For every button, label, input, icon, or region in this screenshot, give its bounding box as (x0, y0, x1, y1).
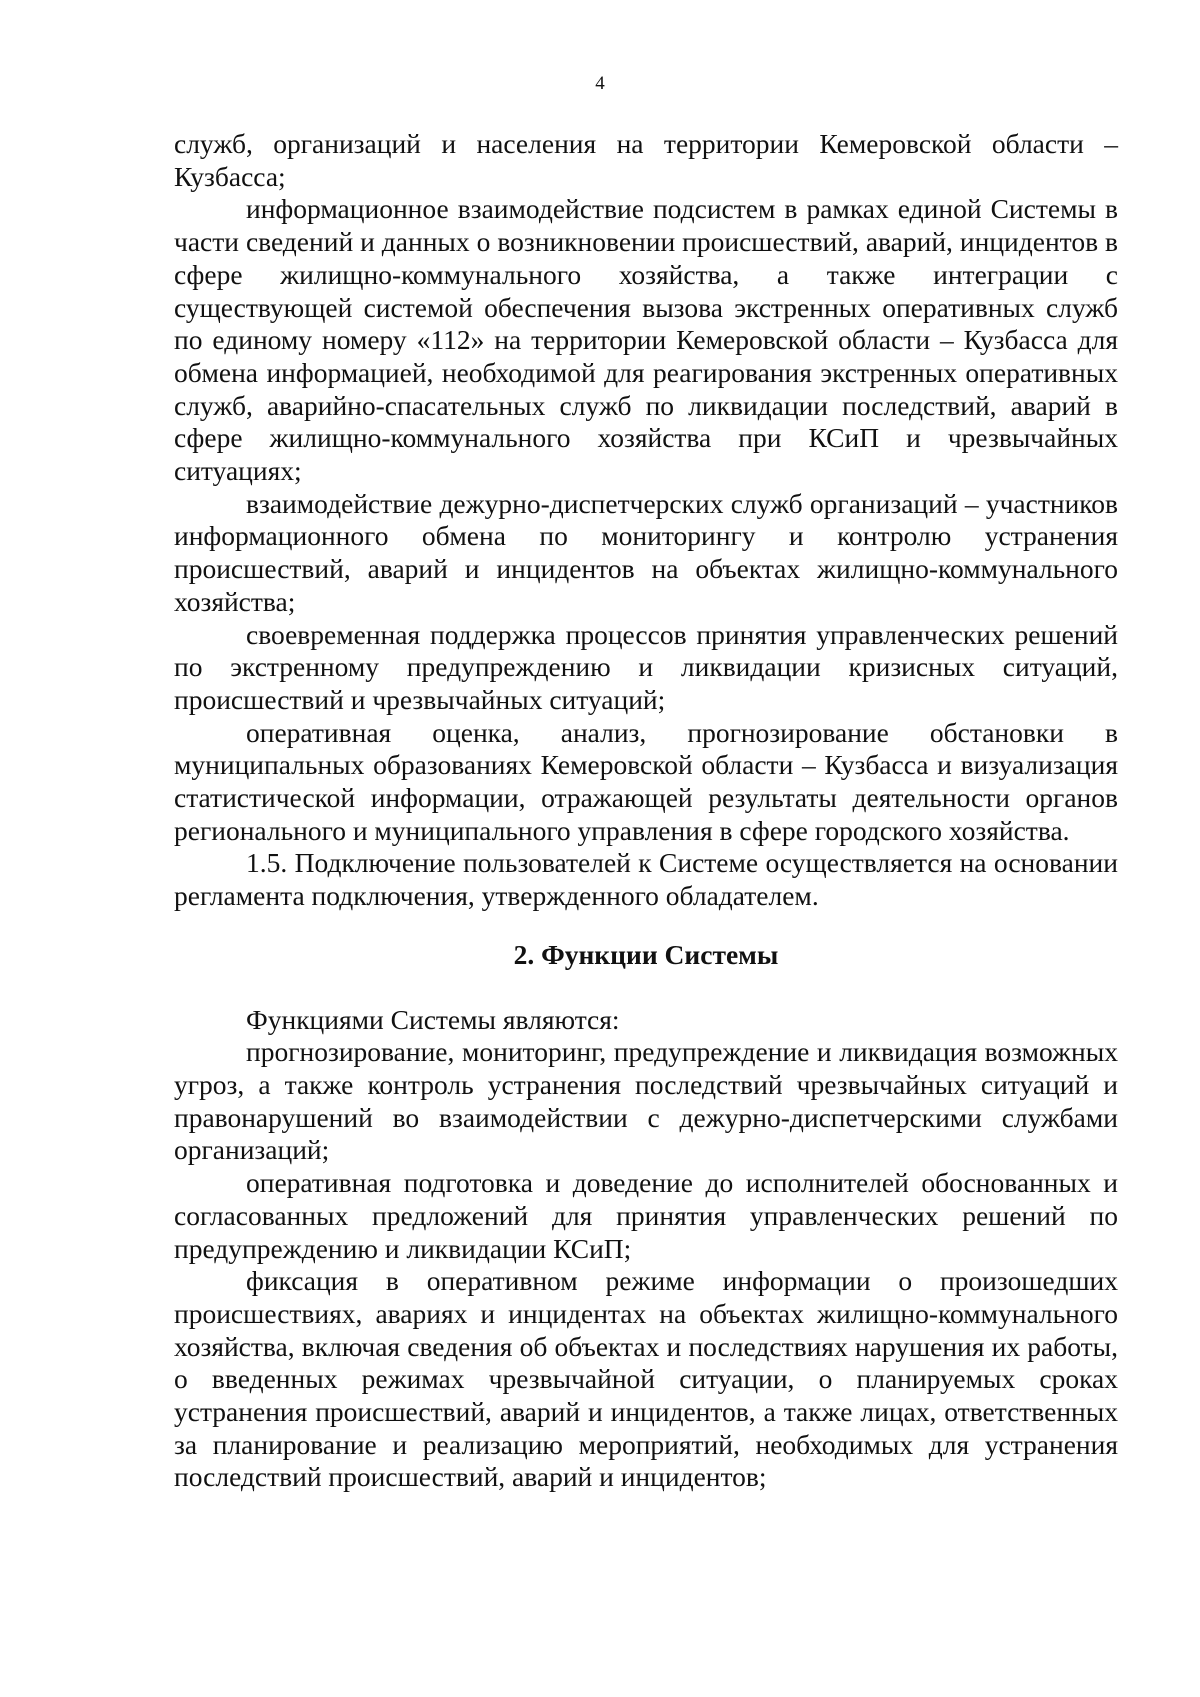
section-heading: 2. Функции Системы (513, 938, 779, 970)
paragraph-decision-support: своевременная поддержка процессов принятия управленческих решений по экстренному предупреждению и ликвидации кризисных ситуаций, происшествий и чрезвычайных ситуаций; (174, 618, 1118, 715)
paragraph-operational-assessment: оперативная оценка, анализ, прогнозирование обстановки в муниципальных образованиях Кемеровской области – Кузбасса и визуализация статистической информации, отражающей результаты деятельности органов регионального и муниципального управления в сфере городского хозяйства. (174, 716, 1118, 846)
document-body (174, 128, 1118, 1494)
paragraph-continuation: служб, организаций и населения на территории Кемеровской области – Кузбасса; (174, 128, 1118, 192)
page-number: 4 (595, 73, 605, 94)
paragraph-dispatch-interaction: взаимодействие дежурно-диспетчерских служб организаций – участников информационного обмена по мониторингу и контролю устранения происшествий, аварий и инцидентов на объектах жилищно-коммунального хозяйства; (174, 487, 1118, 617)
paragraph-information-interaction: информационное взаимодействие подсистем в рамках единой Системы в части сведений и данных о возникновении происшествий, аварий, инцидентов в сфере жилищно-коммунального хозяйства, а также интеграции с существующей системой обеспечения вызова экстренных оперативных служб по единому номеру «112» на территории Кемеровской области – Кузбасса для обмена информацией, необходимой для реагирования экстренных оперативных служб, аварийно-спасательных служб по ликвидации последствий, аварий в сфере жилищно-коммунального хозяйства при КСиП и чрезвычайных ситуациях; (174, 193, 1118, 487)
paragraph-forecasting: прогнозирование, мониторинг, предупреждение и ликвидация возможных угроз, а также контроль устранения последствий чрезвычайных ситуаций и правонарушений во взаимодействии с дежурно-диспетчерскими службами организаций; (174, 1036, 1118, 1166)
paragraph-recording: фиксация в оперативном режиме информации о произошедших происшествиях, авариях и инцидентах на объектах жилищно-коммунального хозяйства, включая сведения об объектах и последствиях нарушения их работы, о введенных режимах чрезвычайной ситуации, о планируемых сроках устранения происшествий, аварий и инцидентов, а также лицах, ответственных за планирование и реализацию мероприятий, необходимых для устранения последствий происшествий, аварий и инцидентов; (174, 1265, 1118, 1493)
paragraph-functions-intro: Функциями Системы являются: (246, 1003, 620, 1035)
paragraph-preparation: оперативная подготовка и доведение до исполнителей обоснованных и согласованных предложений для принятия управленческих решений по предупреждению и ликвидации КСиП; (174, 1167, 1118, 1264)
paragraph-user-connection: 1.5. Подключение пользователей к Системе осуществляется на основании регламента подключения, утвержденного обладателем. (174, 847, 1118, 912)
